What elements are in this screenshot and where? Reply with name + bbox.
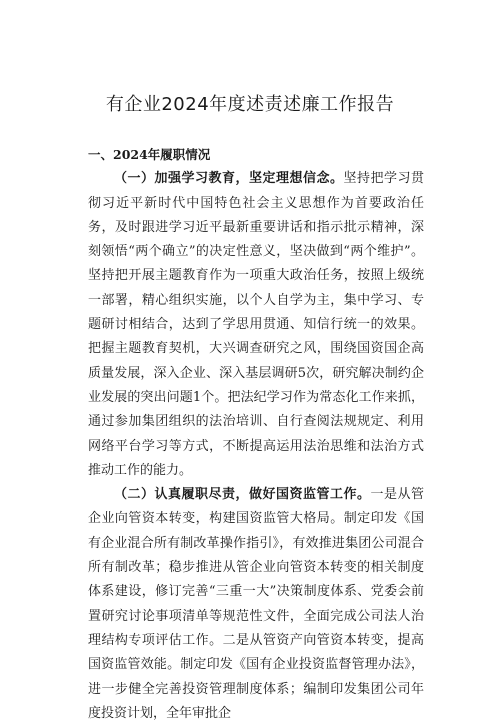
paragraph-text: 一是从管企业向管资本转变，构建国资监管大格局。制定印发《国有企业混合所有制改革操作指引》，有效推进集团公司混合所有制改革；稳步推进从管企业向管资本转变的相关制度体系建设，修订完善“三重一大”决策制度体系、党委会前置研究讨论事项清单等规范性文件，全面完成公司法人治理结构专项评估工作。二是从管资产向管资本转变，提高国资监管效能。制定印发《国有企业投资监督管理办法》，进一步健全完善投资管理制度体系；编制印发集团公司年度投资计划，全年审批企 bbox=[88, 487, 424, 721]
paragraph-study bbox=[88, 167, 424, 483]
section-heading: 一、2024年履职情况 bbox=[88, 147, 211, 162]
document-title: 有企业2024年度述责述廉工作报告 bbox=[105, 94, 395, 115]
paragraph-duty bbox=[88, 483, 424, 726]
document-body bbox=[88, 143, 424, 726]
paragraph-text: 坚持把学习贯彻习近平新时代中国特色社会主义思想作为首要政治任务，及时跟进学习近平最新重要讲话和指示批示精神，深刻领悟“两个确立”的决定性意义，坚决做到“两个维护”。坚持把开展主题教育作为一项重大政治任务，按照上级统一部署，精心组织实施，以个人自学为主，集中学习、专题研讨相结合，达到了学思用贯通、知信行统一的效果。把握主题教育契机，大兴调查研究之风，围绕国资国企高质量发展，深入企业、深入基层调研5次，研究解决制约企业发展的突出问题1个。把法纪学习作为常态化工作来抓，通过参加集团组织的法治培训、自行查阅法规规定、利用网络平台学习等方式，不断提高运用法治思维和法治方式推动工作的能力。 bbox=[88, 171, 424, 478]
paragraph-lead: （一）加强学习教育，坚定理想信念。 bbox=[114, 171, 344, 187]
paragraph-lead: （二）认真履职尽责，做好国资监管工作。 bbox=[114, 487, 371, 503]
